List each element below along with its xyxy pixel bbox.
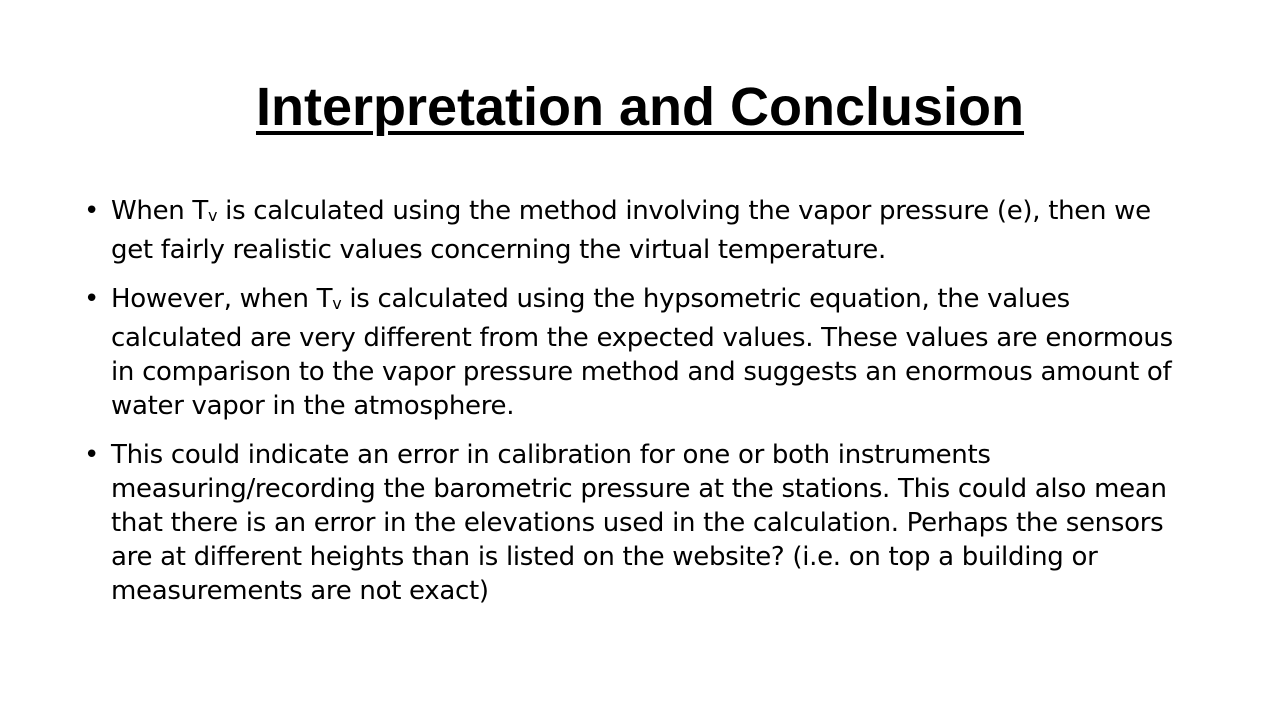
bullet-text-post: is calculated using the hypsometric equation, the values calculated are very different from the expected values. These values are enormous in comparison to the vapor pressure method and suggests an enormous amount of water vapor in the atmosphere. (111, 284, 1173, 421)
bullet-text-pre: When T (111, 196, 209, 226)
bullet-dot-icon: • (84, 284, 100, 314)
bullet-dot-icon: • (84, 196, 100, 226)
bullet-item-vapor-pressure (84, 194, 1194, 267)
subscript-v: v (208, 206, 218, 225)
bullet-list (84, 194, 1194, 623)
slide-title-text: Interpretation and Conclusion (255, 77, 1025, 137)
bullet-item-hypsometric (84, 282, 1194, 423)
bullet-text: This could indicate an error in calibration for one or both instruments measuring/recording the barometric pressure at the stations. This could also mean that there is an error in the elevations used in the calculation. Perhaps the sensors are at different heights than is listed on the website? (i.e. on top a building or measurements are not exact) (111, 440, 1167, 606)
slide-title (0, 74, 1280, 140)
bullet-item-calibration-error (84, 438, 1194, 608)
subscript-v: v (332, 294, 342, 313)
bullet-text-post: is calculated using the method involving the vapor pressure (e), then we get fairly realistic values concerning the virtual temperature. (111, 196, 1151, 265)
bullet-dot-icon: • (84, 440, 100, 470)
bullet-text-pre: However, when T (111, 284, 333, 314)
